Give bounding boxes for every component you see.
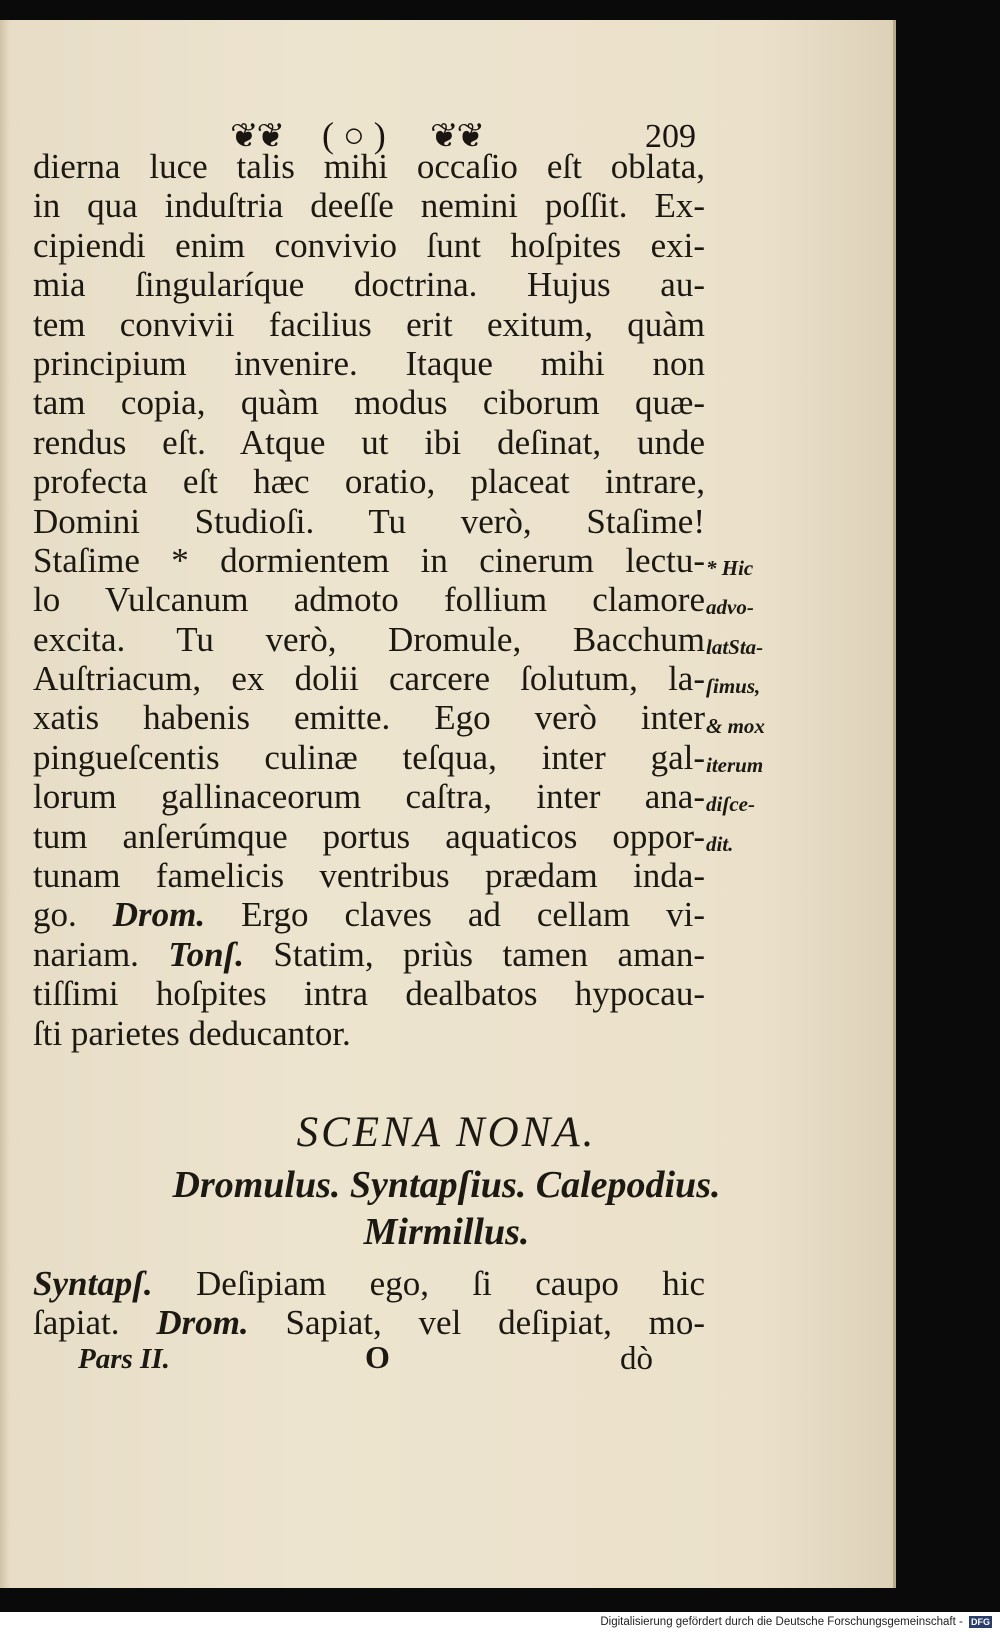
- marginal-note-line: iterum: [706, 753, 764, 778]
- text-line: in qua induſtria deeſſe nemini poſſit. Ex-: [33, 186, 705, 226]
- text-line: tunam famelicis ventribus prædam inda-: [33, 856, 705, 896]
- page-number: 209: [645, 118, 696, 155]
- part-label: Pars II.: [78, 1343, 170, 1375]
- marginal-note-line: ſimus,: [706, 674, 761, 699]
- text-line: Auſtriacum, ex dolii carcere ſolutum, la-: [33, 659, 705, 699]
- ornament-right-icon: ❦❦: [430, 116, 483, 156]
- marginal-note-line: * Hic: [706, 556, 754, 580]
- text-line: Domini Studioſi. Tu verò, Staſime!: [33, 501, 705, 541]
- text-line: principium invenire. Itaque mihi non: [33, 343, 705, 383]
- dramatis-personae-line-1: Dromulus. Syntapſius. Calepodius.: [172, 1164, 721, 1206]
- text-line: mia ſingularíque doctrina. Hujus au-: [33, 265, 705, 305]
- text-line: tam copia, quàm modus ciborum quæ-: [33, 383, 705, 423]
- digitization-credit: [600, 1614, 992, 1630]
- text-fragment: Sapiat, vel deſipiat, mo-: [248, 1303, 705, 1343]
- header-mark: ( ○ ): [322, 115, 386, 155]
- text-fragment: nariam.: [33, 934, 169, 974]
- text-fragment: ſapiat.: [33, 1303, 157, 1343]
- page-footer: [0, 1339, 893, 1383]
- marginal-note-line: & mox: [706, 713, 765, 738]
- text-line: rendus eſt. Atque ut ibi deſinat, unde: [33, 422, 705, 462]
- marginal-note-line: advo-: [706, 595, 754, 620]
- dramatis-personae-line-2: Mirmillus.: [363, 1211, 530, 1253]
- dfg-logo: DFG: [971, 1616, 990, 1627]
- text-fragment: go.: [33, 895, 113, 935]
- marginal-note-line: latSta-: [706, 634, 764, 659]
- marginal-note-line: diſce-: [706, 792, 755, 817]
- scene-title: SCENA NONA.: [296, 1109, 597, 1156]
- text-fragment: Statim, priùs tamen aman-: [243, 934, 705, 974]
- text-line: lo Vulcanum admoto follium clamore: [33, 580, 705, 620]
- signature-mark: O: [365, 1339, 390, 1375]
- text-fragment: Deſipiam ego, ſi caupo hic: [152, 1264, 705, 1303]
- text-line: dierna luce talis mihi occaſio eſt oblata,: [33, 147, 705, 186]
- text-line: tiſſimi hoſpites intra dealbatos hypocau-: [33, 974, 705, 1014]
- speaker-label: Drom.: [112, 895, 206, 935]
- text-line: xatis habenis emitte. Ego verò inter: [33, 698, 705, 738]
- catchword: dò: [620, 1341, 653, 1377]
- text-line: lorum gallinaceorum caſtra, inter ana-: [33, 777, 705, 817]
- body-text: [33, 147, 705, 1053]
- text-fragment: Ergo claves ad cellam vi-: [205, 895, 706, 935]
- credit-text: Digitalisierung gefördert durch die Deutsche Forschungsgemeinschaft -: [600, 1616, 963, 1628]
- text-line: [33, 1302, 705, 1341]
- text-line: tem convivii facilius erit exitum, quàm: [33, 304, 705, 344]
- text-line: Staſime * dormientem in cinerum lectu-: [33, 540, 705, 580]
- text-line: pingueſcentis culinæ teſqua, inter gal-: [33, 737, 705, 777]
- dialogue-text: [33, 1263, 705, 1342]
- text-line: tum anſerúmque portus aquaticos oppor-: [33, 816, 705, 856]
- text-line: [33, 1263, 705, 1302]
- marginal-note-line: dit.: [706, 831, 734, 856]
- speaker-label: Tonſ.: [168, 934, 244, 974]
- text-line: excita. Tu verò, Dromule, Bacchum: [33, 619, 705, 659]
- text-line: [33, 935, 705, 974]
- text-line: cipiendi enim convivio ſunt hoſpites exi-: [33, 225, 705, 265]
- text-line: [33, 895, 705, 934]
- speaker-label: Syntapſ.: [33, 1264, 153, 1303]
- text-line: ſti parietes deducantor.: [33, 1013, 351, 1053]
- ornament-left-icon: ❦❦: [230, 116, 283, 156]
- speaker-label: Drom.: [156, 1303, 249, 1343]
- text-line: profecta eſt hæc oratio, placeat intrare,: [33, 462, 705, 502]
- marginal-note: [706, 549, 790, 864]
